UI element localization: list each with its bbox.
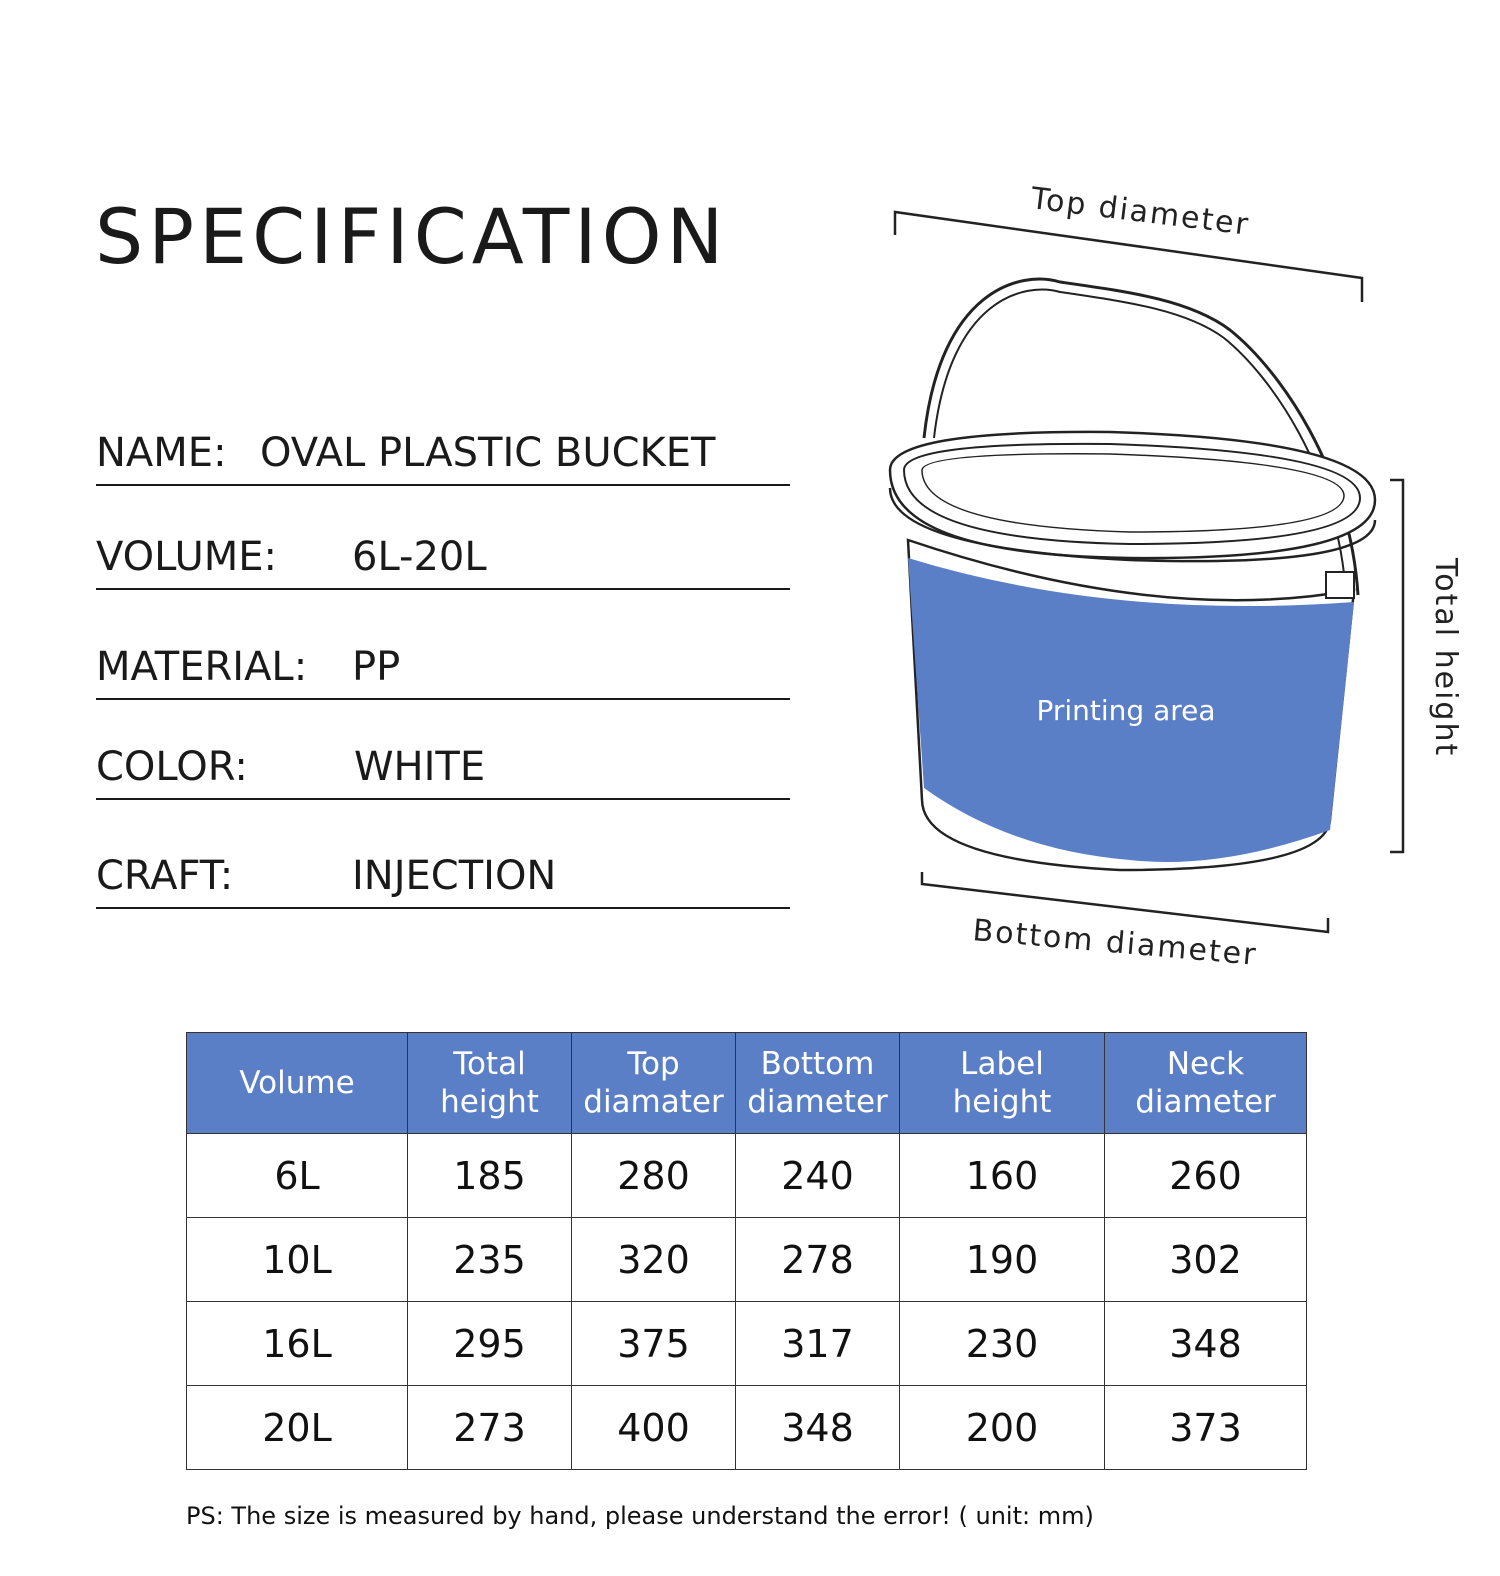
header-bottom-diameter: Bottom diameter xyxy=(736,1033,900,1134)
cell-neck-diameter: 302 xyxy=(1105,1218,1307,1302)
size-table xyxy=(186,1032,1307,1470)
spec-row-color xyxy=(96,742,790,800)
header-volume: Volume xyxy=(187,1033,408,1134)
cell-total-height: 295 xyxy=(408,1302,572,1386)
printing-area-label: Printing area xyxy=(1036,694,1216,727)
spec-value: OVAL PLASTIC BUCKET xyxy=(260,430,716,476)
cell-top-diameter: 280 xyxy=(572,1134,736,1218)
bucket-diagram xyxy=(860,170,1500,1000)
bottom-diameter-label: Bottom diameter xyxy=(971,913,1259,973)
spec-value: WHITE xyxy=(354,744,486,790)
cell-label-height: 160 xyxy=(900,1134,1105,1218)
cell-top-diameter: 400 xyxy=(572,1386,736,1470)
page-title: SPECIFICATION xyxy=(95,192,729,281)
cell-volume: 16L xyxy=(187,1302,408,1386)
table-row xyxy=(187,1134,1307,1218)
spec-label: NAME: xyxy=(96,430,227,476)
cell-bottom-diameter: 348 xyxy=(736,1386,900,1470)
header-neck-diameter: Neck diameter xyxy=(1105,1033,1307,1134)
spec-label: CRAFT: xyxy=(96,853,234,899)
handle-hinge xyxy=(1326,572,1354,598)
spec-value: PP xyxy=(352,644,401,690)
cell-neck-diameter: 373 xyxy=(1105,1386,1307,1470)
cell-label-height: 190 xyxy=(900,1218,1105,1302)
cell-bottom-diameter: 278 xyxy=(736,1218,900,1302)
spec-label: COLOR: xyxy=(96,744,248,790)
spec-value: 6L-20L xyxy=(352,534,487,580)
cell-label-height: 200 xyxy=(900,1386,1105,1470)
total-height-label: Total height xyxy=(1428,558,1463,758)
spec-row-material xyxy=(96,642,790,700)
table-row xyxy=(187,1302,1307,1386)
cell-bottom-diameter: 240 xyxy=(736,1134,900,1218)
cell-volume: 6L xyxy=(187,1134,408,1218)
spec-label: VOLUME: xyxy=(96,534,277,580)
table-row xyxy=(187,1218,1307,1302)
cell-neck-diameter: 348 xyxy=(1105,1302,1307,1386)
table-row xyxy=(187,1386,1307,1470)
spec-label: MATERIAL: xyxy=(96,644,308,690)
spec-row-craft xyxy=(96,851,790,909)
table-header-row xyxy=(187,1033,1307,1134)
cell-bottom-diameter: 317 xyxy=(736,1302,900,1386)
cell-volume: 20L xyxy=(187,1386,408,1470)
bucket-illustration xyxy=(860,170,1500,1000)
header-label-height: Label height xyxy=(900,1033,1105,1134)
total-height-bracket xyxy=(1390,480,1403,852)
measurement-note: PS: The size is measured by hand, please understand the error! ( unit: mm) xyxy=(186,1502,1094,1530)
spec-value: INJECTION xyxy=(352,853,557,899)
top-diameter-label: Top diameter xyxy=(1029,181,1252,243)
cell-top-diameter: 320 xyxy=(572,1218,736,1302)
cell-total-height: 273 xyxy=(408,1386,572,1470)
spec-row-volume xyxy=(96,532,790,590)
cell-total-height: 235 xyxy=(408,1218,572,1302)
cell-total-height: 185 xyxy=(408,1134,572,1218)
cell-label-height: 230 xyxy=(900,1302,1105,1386)
header-total-height: Total height xyxy=(408,1033,572,1134)
spec-row-name xyxy=(96,428,790,486)
cell-top-diameter: 375 xyxy=(572,1302,736,1386)
header-top-diameter: Top diamater xyxy=(572,1033,736,1134)
cell-volume: 10L xyxy=(187,1218,408,1302)
cell-neck-diameter: 260 xyxy=(1105,1134,1307,1218)
